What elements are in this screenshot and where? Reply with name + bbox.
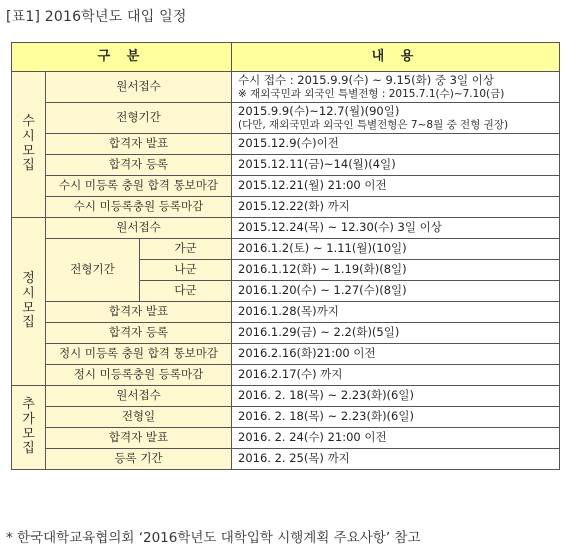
header-content: 내 용: [232, 43, 560, 72]
table-row: [12, 302, 560, 323]
row-value-line: (다만, 재외국민과 외국인 특별전형은 7~8월 중 전형 권장): [238, 118, 509, 131]
table-row: [12, 449, 560, 470]
header-category: 구 분: [12, 43, 232, 72]
row-value-line: ※ 재외국민과 외국인 특별전형 : 2015.7.1(수)~7.10(금): [238, 87, 505, 100]
table-row: [12, 134, 560, 155]
row-label: 등록 기간: [46, 449, 232, 470]
row-label: 전형일: [46, 407, 232, 428]
row-label-screening: 전형기간: [46, 239, 140, 302]
row-value: [232, 103, 560, 134]
row-value: 2016.1.28(목)까지: [232, 302, 560, 323]
group-label-jeongsi: 정시 모집: [12, 218, 46, 386]
group-label-susi: 수시 모집: [12, 72, 46, 218]
table-row: [12, 176, 560, 197]
table-row: [12, 386, 560, 407]
table-row: [12, 239, 560, 260]
row-label: 원서접수: [46, 386, 232, 407]
row-label: 원서접수: [46, 218, 232, 239]
row-label: 합격자 발표: [46, 302, 232, 323]
row-value: 2016. 2. 18(목) ~ 2.23(화)(6일): [232, 386, 560, 407]
row-value: 2016. 2. 24(수) 21:00 이전: [232, 428, 560, 449]
row-label: 수시 미등록 충원 합격 통보마감: [46, 176, 232, 197]
row-value: 2016.1.2(토) ~ 1.11(월)(10일): [232, 239, 560, 260]
table-row: [12, 218, 560, 239]
row-value: 2015.12.24(목) ~ 12.30(수) 3일 이상: [232, 218, 560, 239]
table-row: [12, 72, 560, 103]
table-row: [12, 103, 560, 134]
row-value: 2015.12.21(월) 21:00 이전: [232, 176, 560, 197]
row-value: 2015.12.9(수)이전: [232, 134, 560, 155]
header-row: [12, 43, 560, 72]
row-label: 합격자 등록: [46, 155, 232, 176]
table-row: [12, 344, 560, 365]
row-value: 2016.2.16(화)21:00 이전: [232, 344, 560, 365]
row-value: [232, 72, 560, 103]
row-value: 2016.1.12(화) ~ 1.19(화)(8일): [232, 260, 560, 281]
row-label: 합격자 발표: [46, 428, 232, 449]
sub-row-label: 다군: [140, 281, 232, 302]
group-label-chuga: 추가 모집: [12, 386, 46, 470]
row-label: 정시 미등록충원 등록마감: [46, 365, 232, 386]
sub-row-label: 가군: [140, 239, 232, 260]
row-label: 수시 미등록충원 등록마감: [46, 197, 232, 218]
row-label: 합격자 등록: [46, 323, 232, 344]
row-value: 2016. 2. 25(목) 까지: [232, 449, 560, 470]
row-value: 2016.1.20(수) ~ 1.27(수)(8일): [232, 281, 560, 302]
admission-schedule-table: [11, 42, 560, 470]
row-label: 합격자 발표: [46, 134, 232, 155]
footnote: * 한국대학교육협의회 ‘2016학년도 대학입학 시행계획 주요사항’ 참고: [6, 530, 421, 546]
table-row: [12, 428, 560, 449]
table-row: [12, 365, 560, 386]
table-row: [12, 155, 560, 176]
row-label: 원서접수: [46, 72, 232, 103]
row-value: 2015.12.22(화) 까지: [232, 197, 560, 218]
row-value: 2016.2.17(수) 까지: [232, 365, 560, 386]
sub-row-label: 나군: [140, 260, 232, 281]
row-value: 2016. 2. 18(목) ~ 2.23(화)(6일): [232, 407, 560, 428]
table-caption: [표1] 2016학년도 대입 일정: [6, 9, 187, 25]
row-value: 2016.1.29(금) ~ 2.2(화)(5일): [232, 323, 560, 344]
table-row: [12, 407, 560, 428]
table-row: [12, 197, 560, 218]
row-label: 전형기간: [46, 103, 232, 134]
row-value-line: 2015.9.9(수)~12.7(월)(90일): [238, 104, 400, 119]
table-row: [12, 323, 560, 344]
row-label: 정시 미등록 충원 합격 통보마감: [46, 344, 232, 365]
row-value: 2015.12.11(금)~14(월)(4일): [232, 155, 560, 176]
row-value-line: 수시 접수 : 2015.9.9(수) ~ 9.15(화) 중 3일 이상: [238, 73, 494, 88]
